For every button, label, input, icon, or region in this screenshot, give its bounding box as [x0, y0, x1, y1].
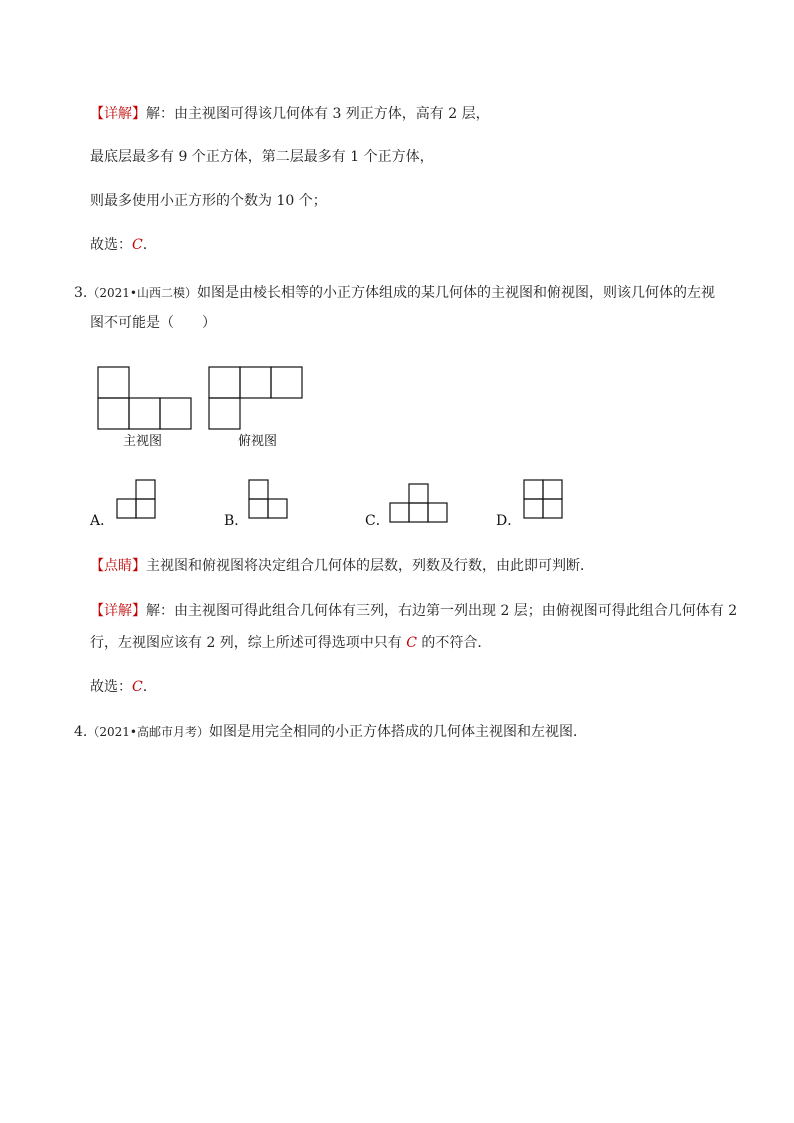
q3-detail-tag: 【详解】	[90, 603, 146, 619]
q2-line2: 最底层最多有 9 个正方体，第二层最多有 1 个正方体，	[90, 149, 434, 165]
q2-answer	[90, 235, 147, 255]
q3-stem-line2: 图不可能是（ ）	[90, 315, 216, 331]
q3-detail-line2-b: 的不符合．	[416, 635, 492, 651]
q3-hint-line	[90, 556, 594, 576]
front-cube-top	[98, 367, 129, 398]
q4-number: 4.	[74, 724, 88, 740]
top-cube-2	[240, 367, 271, 398]
q3-answer-suffix: .	[142, 679, 148, 695]
q3-detail-text: 解：由主视图可得此组合几何体有三列，右边第一列出现 2 层；由俯视图可得此组合几何体有 2	[146, 603, 738, 619]
front-cube-bottom-2	[129, 398, 160, 429]
option-b-figure	[248, 479, 290, 521]
q3-source: （2021•山西二模）	[87, 286, 197, 300]
q3-stem-line1	[74, 283, 715, 303]
q3-detail-line1	[90, 601, 737, 621]
front-cube-bottom-1	[98, 398, 129, 429]
option-c-figure	[389, 483, 451, 525]
q3-answer-prefix: 故选：	[90, 679, 132, 695]
q3-detail-line2	[90, 633, 491, 653]
top-cube-4	[209, 398, 240, 429]
option-a-label: A．	[90, 513, 115, 529]
q3-answer	[90, 677, 147, 697]
q3-answer-letter: C	[132, 679, 143, 695]
option-d-figure	[523, 479, 565, 521]
q4-source: （2021•高邮市月考）	[87, 725, 209, 739]
q3-number: 3.	[74, 285, 88, 301]
q2-detail-line	[90, 104, 490, 124]
q2-line3: 则最多使用小正方形的个数为 10 个；	[90, 193, 327, 209]
option-a-figure	[116, 479, 158, 521]
q2-answer-letter: C	[132, 237, 143, 253]
top-view-label: 俯视图	[238, 434, 278, 449]
option-b-label: B．	[224, 513, 249, 529]
front-view-figure	[97, 366, 193, 430]
q3-hint-tag: 【点睛】	[90, 558, 146, 574]
option-d-label: D．	[496, 513, 522, 529]
q3-detail-line2-a: 行，左视图应该有 2 列，综上所述可得选项中只有	[90, 635, 407, 651]
q2-detail-text: 解：由主视图可得该几何体有 3 列正方体，高有 2 层，	[146, 106, 490, 122]
q4-stem	[74, 722, 587, 742]
q3-stem-text: 如图是由棱长相等的小正方体组成的某几何体的主视图和俯视图，则该几何体的左视	[196, 285, 715, 301]
front-view-label: 主视图	[123, 434, 163, 449]
option-c-label: C．	[365, 513, 390, 529]
q2-detail-tag: 【详解】	[90, 106, 146, 122]
q3-detail-line2-c: C	[406, 635, 417, 651]
top-cube-1	[209, 367, 240, 398]
top-view-figure	[208, 366, 304, 430]
q4-stem-text: 如图是用完全相同的小正方体搭成的几何体主视图和左视图．	[208, 724, 587, 740]
front-cube-bottom-3	[160, 398, 191, 429]
q3-hint-text: 主视图和俯视图将决定组合几何体的层数，列数及行数，由此即可判断．	[146, 558, 594, 574]
q2-answer-suffix: .	[142, 237, 148, 253]
top-cube-3	[271, 367, 302, 398]
q2-answer-prefix: 故选：	[90, 237, 132, 253]
